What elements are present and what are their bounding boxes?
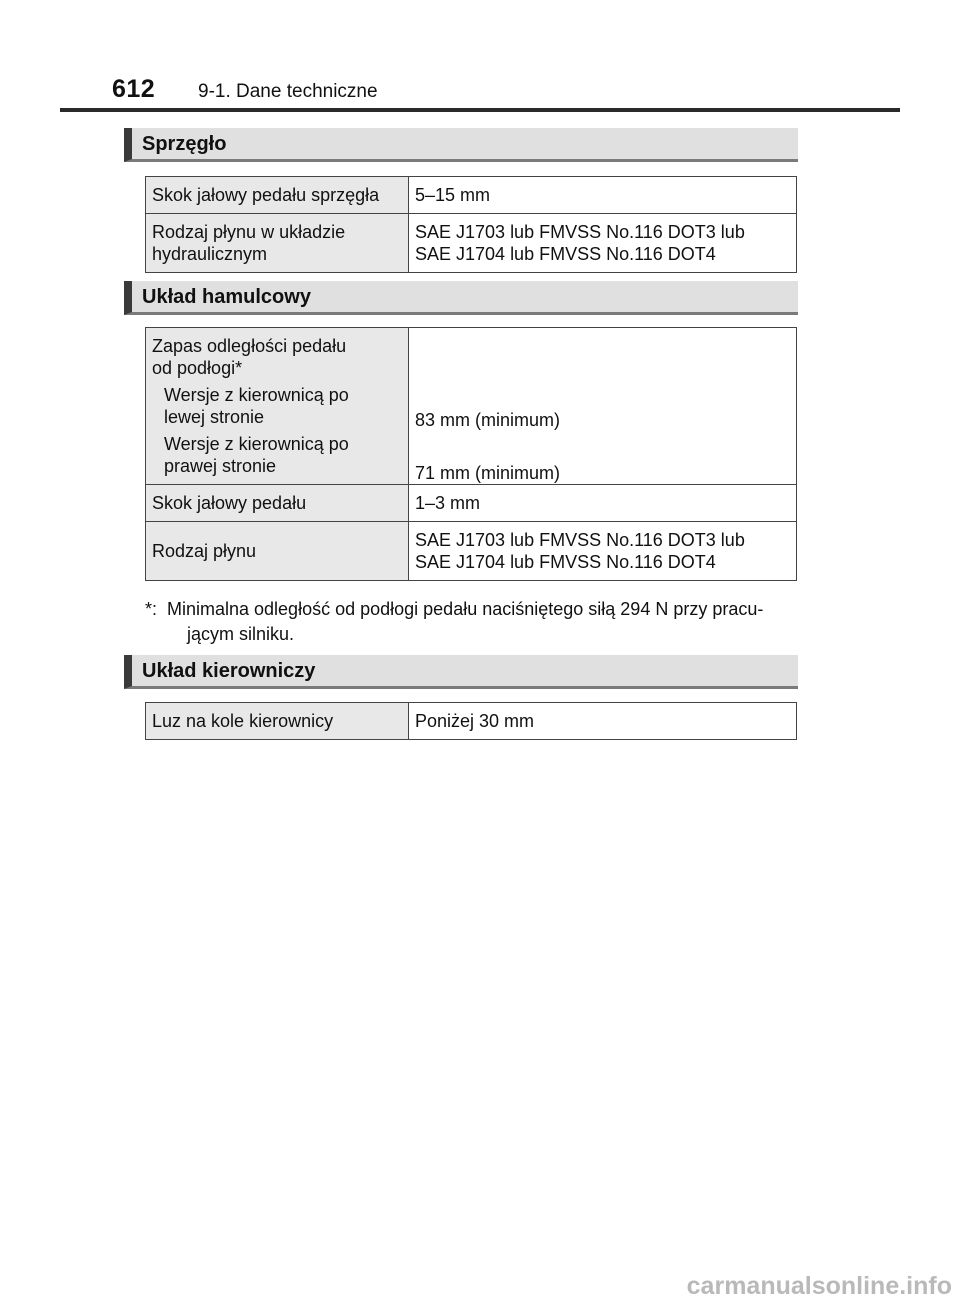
spec-subkey [152, 384, 402, 428]
spec-key: Rodzaj płynu [146, 522, 409, 581]
brake-spec-table [145, 327, 797, 581]
watermark: carmanualsonline.info [686, 1272, 952, 1300]
spec-key-line: hydraulicznym [152, 244, 268, 264]
page-number: 612 [112, 75, 156, 103]
spec-value-line: SAE J1703 lub FMVSS No.116 DOT3 lub [415, 222, 745, 242]
section-title: Sprzęgło [142, 133, 227, 155]
footnote-text: Minimalna odległość od podłogi pedału naciśniętego siłą 294 N przy pracu- [167, 599, 764, 619]
section-title: Układ hamulcowy [142, 286, 311, 308]
spec-subvalue: 83 mm (minimum) [415, 410, 561, 430]
section-heading-brakes [124, 281, 798, 315]
spec-key-line: Zapas odległości pedału [152, 336, 347, 356]
section-title: Układ kierowniczy [142, 660, 316, 682]
footnote [145, 597, 805, 647]
footnote-mark: *: [145, 599, 158, 619]
spec-value [409, 214, 797, 273]
spec-value [409, 328, 797, 485]
table-row [146, 328, 797, 485]
table-row [146, 177, 797, 214]
steering-spec-table [145, 702, 797, 740]
table-row [146, 214, 797, 273]
spec-key-line: od podłogi* [152, 358, 243, 378]
spec-value: 1–3 mm [409, 485, 797, 522]
spec-key-line: Wersje z kierownicą po [164, 434, 349, 454]
header-rule [60, 108, 900, 112]
spec-key-line: lewej stronie [164, 407, 265, 427]
spec-value [409, 522, 797, 581]
spec-subvalue: 71 mm (minimum) [415, 463, 561, 483]
spec-value-line: SAE J1704 lub FMVSS No.116 DOT4 [415, 244, 716, 264]
table-row [146, 703, 797, 740]
spec-key [146, 328, 409, 485]
spec-subkey [152, 433, 402, 477]
spec-key: Skok jałowy pedału sprzęgła [146, 177, 409, 214]
table-row [146, 485, 797, 522]
footnote-text: jącym silniku. [187, 624, 295, 644]
spec-value: Poniżej 30 mm [409, 703, 797, 740]
section-heading-steering [124, 655, 798, 689]
section-heading-clutch [124, 128, 798, 162]
spec-key-line: Wersje z kierownicą po [164, 385, 349, 405]
spec-key: Skok jałowy pedału [146, 485, 409, 522]
clutch-spec-table [145, 176, 797, 273]
section-label: 9-1. Dane techniczne [198, 81, 378, 102]
spec-value-line: SAE J1703 lub FMVSS No.116 DOT3 lub [415, 530, 745, 550]
spec-value: 5–15 mm [409, 177, 797, 214]
spec-key [146, 214, 409, 273]
table-row [146, 522, 797, 581]
spec-value-line: SAE J1704 lub FMVSS No.116 DOT4 [415, 552, 716, 572]
page-header [0, 0, 960, 112]
spec-key-line: Rodzaj płynu w układzie [152, 222, 346, 242]
spec-key-line: prawej stronie [164, 456, 277, 476]
spec-key: Luz na kole kierownicy [146, 703, 409, 740]
